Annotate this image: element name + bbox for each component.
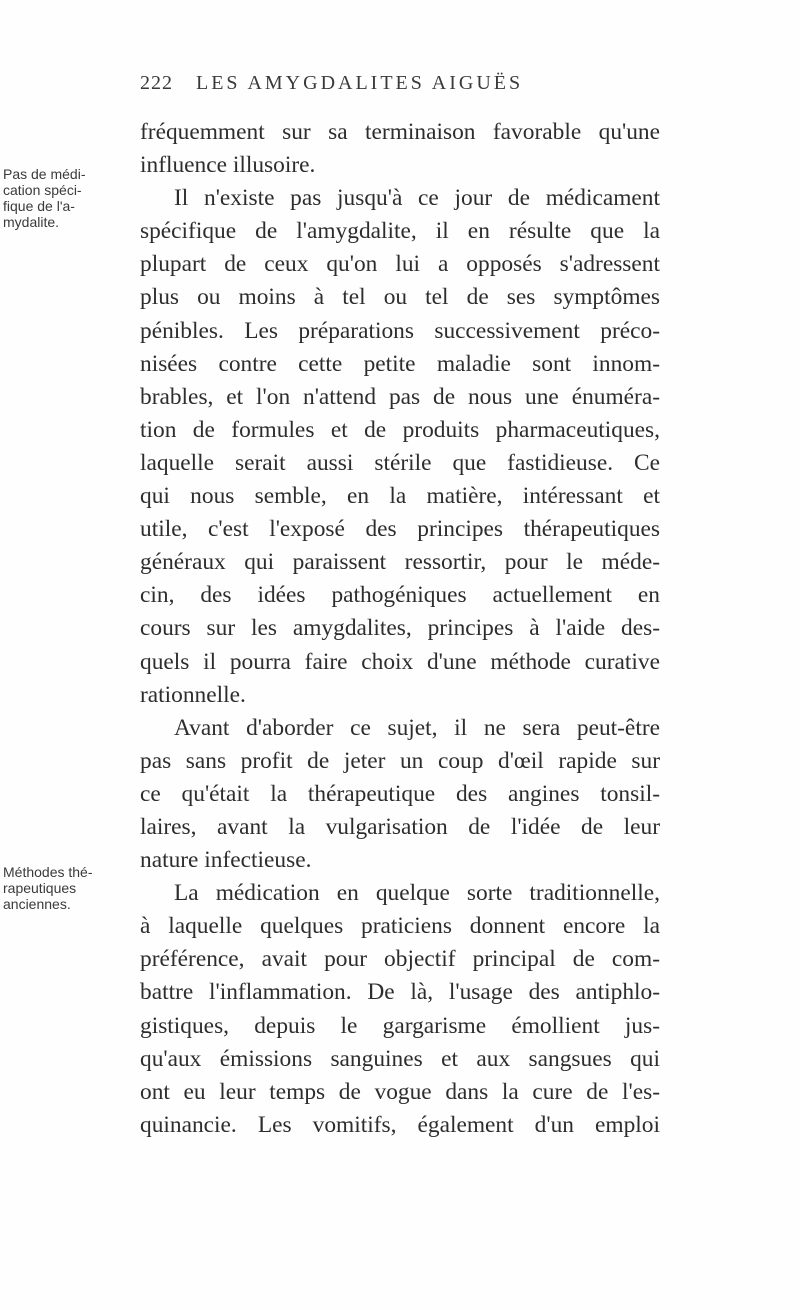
page-number: 222 (140, 72, 173, 94)
text-line: cin, des idées pathogéniques actuellement en (140, 582, 660, 609)
text-line: quels il pourra faire choix d'une méthode curative (140, 648, 660, 675)
text-line: rationnelle. (140, 681, 246, 708)
margin-note-line: Méthodes thé- (3, 864, 93, 880)
text-line: laquelle serait aussi stérile que fastidieuse. Ce (140, 449, 660, 476)
text-line: plupart de ceux qu'on lui a opposés s'adressent (140, 251, 660, 278)
text-line: quinancie. Les vomitifs, également d'un emploi (140, 1111, 660, 1138)
text-line: tion de formules et de produits pharmaceutiques, (140, 416, 660, 443)
margin-note-line: rapeutiques (3, 880, 77, 896)
text-line: plus ou moins à tel ou tel de ses symptômes (140, 284, 660, 311)
margin-note-line: cation spéci- (3, 182, 82, 198)
text-line: pénibles. Les préparations successivement préco- (140, 317, 660, 344)
text-line: préférence, avait pour objectif principal de com- (140, 946, 660, 973)
text-line: cours sur les amygdalites, principes à l'aide des- (140, 615, 660, 642)
text-line: nisées contre cette petite maladie sont innom- (140, 350, 660, 377)
margin-note-line: anciennes. (3, 896, 71, 912)
running-header (140, 72, 610, 95)
text-line: battre l'inflammation. De là, l'usage des antiphlo- (140, 979, 660, 1006)
text-line: utile, c'est l'exposé des principes thérapeutiques (140, 516, 660, 543)
text-line: gistiques, depuis le gargarisme émollient jus- (140, 1012, 660, 1039)
text-line: à laquelle quelques praticiens donnent encore la (140, 913, 660, 940)
margin-note-old-methods (3, 864, 131, 912)
body-text (140, 116, 660, 1142)
margin-note-line: Pas de médi- (3, 166, 86, 182)
text-line: pas sans profit de jeter un coup d'œil rapide sur (140, 747, 660, 774)
text-line: qu'aux émissions sanguines et aux sangsues qui (140, 1045, 660, 1072)
text-line: brables, et l'on n'attend pas de nous une énuméra- (140, 383, 660, 410)
text-line: spécifique de l'amygdalite, il en résulte que la (140, 218, 660, 245)
text-line: Il n'existe pas jusqu'à ce jour de médicament (174, 185, 660, 212)
margin-note-specific-medication (3, 166, 131, 230)
text-line: qui nous semble, en la matière, intéressant et (140, 483, 660, 510)
text-line: laires, avant la vulgarisation de l'idée de leur (140, 813, 660, 840)
text-line: influence illusoire. (140, 152, 316, 179)
text-line: La médication en quelque sorte traditionnelle, (174, 880, 660, 907)
text-line: fréquemment sur sa terminaison favorable qu'une (140, 119, 660, 145)
text-line: nature infectieuse. (140, 847, 312, 874)
text-line: ce qu'était la thérapeutique des angines tonsil- (140, 780, 660, 807)
text-line: Avant d'aborder ce sujet, il ne sera peut-être (174, 714, 660, 741)
margin-note-line: fique de l'a- (3, 198, 75, 214)
text-line: généraux qui paraissent ressortir, pour le méde- (140, 549, 660, 576)
margin-note-line: mydalite. (3, 214, 60, 230)
text-line: ont eu leur temps de vogue dans la cure de l'es- (140, 1078, 660, 1105)
running-title: LES AMYGDALITES AIGUËS (196, 72, 524, 94)
